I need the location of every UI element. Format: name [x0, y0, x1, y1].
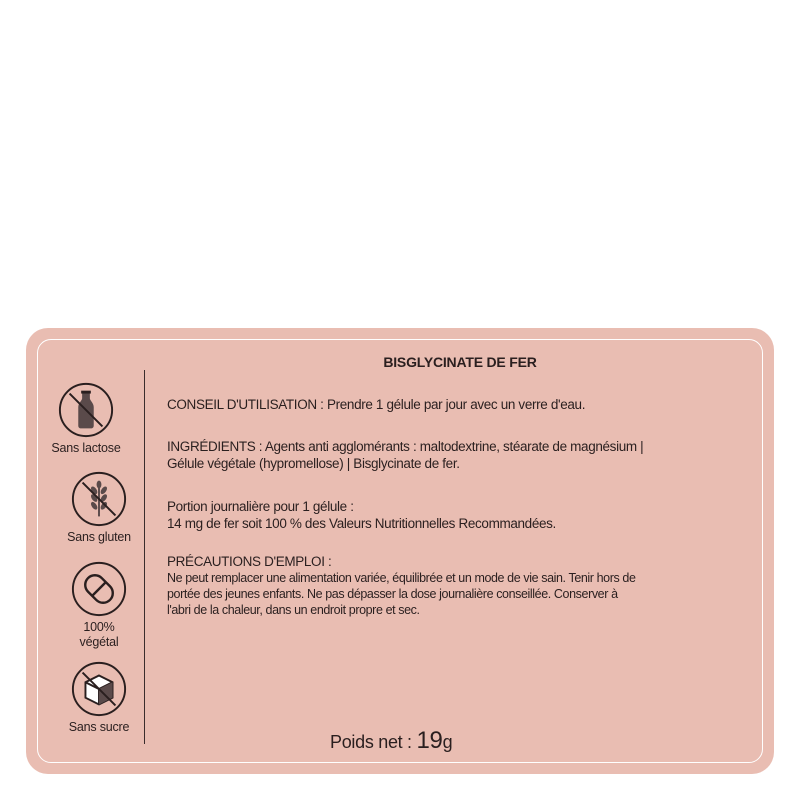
net-weight-unit: g: [442, 732, 453, 752]
net-weight-value: 19: [416, 727, 443, 754]
badge-caption: Sans lactose: [51, 441, 121, 455]
badge-sans-gluten: [49, 470, 149, 545]
precautions: [167, 553, 752, 618]
badge-caption: Sans sucre: [68, 720, 130, 734]
badge-100-vegetal: [49, 560, 149, 650]
portion-line: Portion journalière pour 1 gélule :: [167, 499, 354, 514]
usage-text: CONSEIL D'UTILISATION : Prendre 1 gélule par jour avec un verre d'eau.: [167, 397, 586, 412]
precautions-title: PRÉCAUTIONS D'EMPLOI :: [167, 554, 332, 569]
product-title: BISGLYCINATE DE FER: [383, 354, 537, 370]
capsule-icon: [70, 560, 128, 618]
badge-caption: 100% végétal: [79, 620, 119, 649]
precautions-line: portée des jeunes enfants. Ne pas dépasser la dose journalière conseillée. Conserver à: [167, 587, 618, 601]
ingredients: [167, 438, 752, 472]
badge-sans-lactose: [36, 381, 136, 456]
portion-line: 14 mg de fer soit 100 % des Valeurs Nutritionnelles Recommandées.: [167, 516, 556, 531]
badge-sans-sucre: [49, 660, 149, 735]
precautions-line: Ne peut remplacer une alimentation variée, équilibrée et un mode de vie sain. Tenir hors de: [167, 571, 636, 585]
precautions-line: l'abri de la chaleur, dans un endroit propre et sec.: [167, 603, 420, 617]
usage-advice: [167, 396, 752, 413]
ingredients-line: INGRÉDIENTS : Agents anti agglomérants : maltodextrine, stéarate de magnésium |: [167, 439, 644, 454]
no-milk-bottle-icon: [57, 381, 115, 439]
badge-caption: Sans gluten: [67, 530, 131, 544]
no-sugar-cube-icon: [70, 660, 128, 718]
net-weight-label: Poids net :: [330, 732, 412, 752]
ingredients-line: Gélule végétale (hypromellose) | Bisglycinate de fer.: [167, 456, 460, 471]
no-wheat-icon: [70, 470, 128, 528]
net-weight: [330, 727, 452, 755]
daily-portion: [167, 498, 752, 532]
